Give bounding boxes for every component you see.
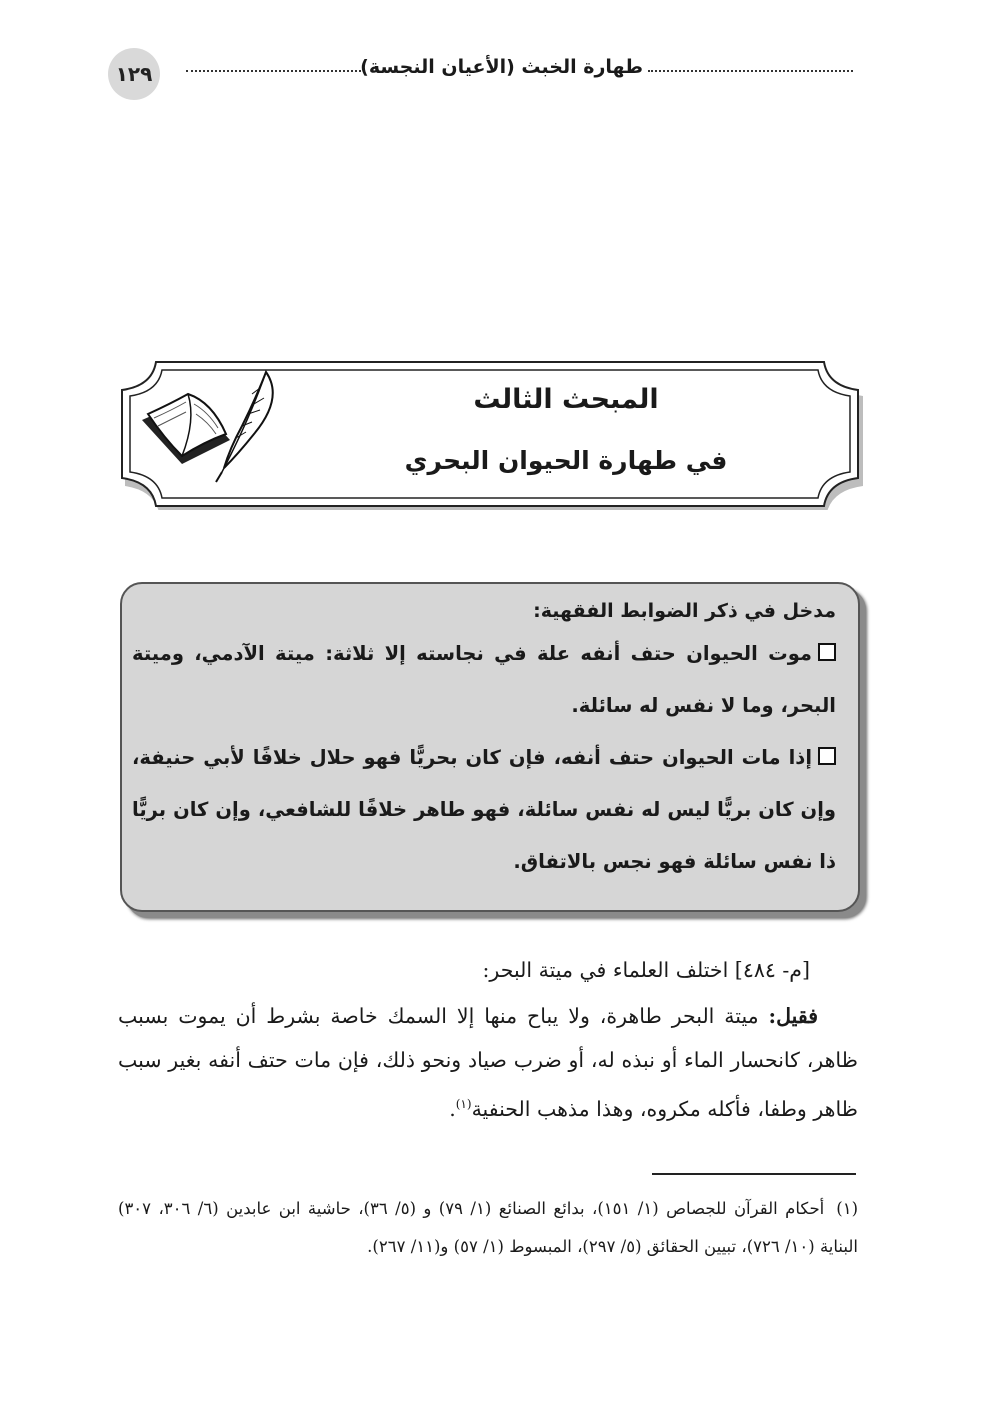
running-title: طهارة الخبث (الأعيان النجسة): [360, 56, 643, 78]
book-quill-icon: [134, 368, 284, 486]
rules-summary-box: [120, 582, 860, 912]
section-title: المبحث الثالث: [473, 384, 659, 415]
section-subtitle: في طهارة الحيوان البحري: [404, 446, 728, 475]
paragraph-keyword: فقيل:: [768, 1004, 818, 1028]
footnote-separator: [652, 1173, 856, 1175]
rules-heading: مدخل في ذكر الضوابط الفقهية:: [533, 600, 836, 622]
rule-text: إذا مات الحيوان حتف أنفه، فإن كان بحريًّا فهو حلال خلافًا لأبي حنيفة، وإن كان بريًّا ليس له نفس سائلة، فهو طاهر خلافًا للشافعي، وإن كان بريًّا ذا نفس سائلة فهو نجس بالاتفاق.: [132, 746, 836, 873]
checkbox-icon: [818, 747, 836, 765]
main-body: [118, 948, 858, 1133]
rule-item: [132, 628, 836, 732]
footnote-marker[interactable]: (١): [455, 1097, 472, 1111]
footnote: [118, 1190, 858, 1266]
page-number: ١٢٩: [108, 48, 160, 100]
paragraph-end: .: [449, 1096, 456, 1121]
header-dot-leader-right: [648, 70, 853, 72]
chapter-banner: [116, 358, 864, 510]
rule-item: [132, 732, 836, 888]
paragraph-text: ميتة البحر طاهرة، ولا يباح منها إلا السمك خاصة بشرط أن يموت بسبب ظاهر، كانحسار الماء أو نبذه له، أو ضرب صياد ونحو ذلك، فإن مات حتف أنفه بغير سبب ظاهر وطفا، فأكله مكروه، وهذا مذهب الحنفية: [118, 1004, 858, 1121]
checkbox-icon: [818, 643, 836, 661]
running-header: [108, 48, 853, 100]
footnote-text: أحكام القرآن للجصاص (١/ ١٥١)، بدائع الصنائع (١/ ٧٩) و (٥/ ٣٦)، حاشية ابن عابدين (٦/ ٣٠٦، ٣٠٧) البناية (١٠/ ٧٢٦)، تبيين الحقائق (٥/ ٢٩٧)، المبسوط (١/ ٥٧) و(١١/ ٢٦٧).: [118, 1199, 858, 1256]
rule-text: موت الحيوان حتف أنفه علة في نجاسته إلا ثلاثة: ميتة الآدمي، وميتة البحر، وما لا نفس له سائلة.: [132, 642, 836, 717]
header-dot-leader-left: [186, 70, 361, 72]
footnote-number: (١): [836, 1199, 859, 1218]
body-paragraph: [118, 994, 858, 1131]
issue-line: [م- ٤٨٤] اختلف العلماء في ميتة البحر:: [482, 958, 810, 982]
